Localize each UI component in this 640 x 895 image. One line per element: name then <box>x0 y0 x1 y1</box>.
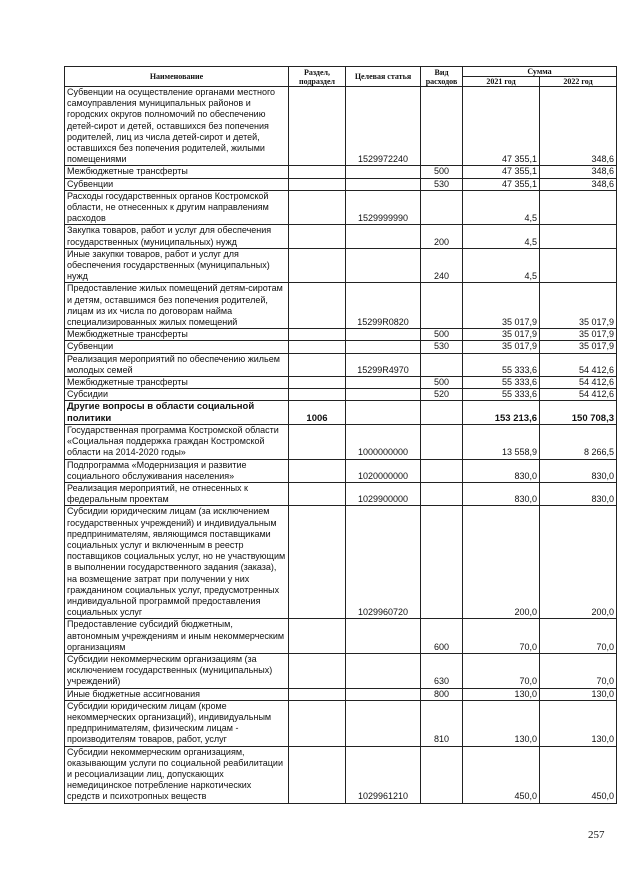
cell-name: Субсидии некоммерческим организациям (за исключением государственных (муниципальных) учреждений) <box>65 653 289 688</box>
cell-y2021: 200,0 <box>463 506 540 619</box>
cell-type: 630 <box>421 653 463 688</box>
cell-type <box>421 401 463 424</box>
cell-section: 1006 <box>289 401 346 424</box>
cell-name: Государственная программа Костромской области «Социальная поддержка граждан Костромской области на 2014-2020 годы» <box>65 424 289 459</box>
cell-target <box>346 688 421 700</box>
cell-type <box>421 190 463 225</box>
cell-y2021: 4,5 <box>463 248 540 283</box>
cell-y2022: 54 412,6 <box>540 353 617 376</box>
header-2021: 2021 год <box>463 77 540 87</box>
cell-section <box>289 377 346 389</box>
budget-table <box>64 66 617 804</box>
cell-name: Субсидии юридическим лицам (за исключением государственных учреждений) и индивидуальным предпринимателям, являющимся поставщиками социальных услуг и включенным в реестр поставщиков социальных услуг, но не участвующим в выполнении государственного задания (заказа), на возмещение затрат при получении у них гражданином социальных услуг, предусмотренных индивидуальной программой предоставления социальных услуг <box>65 506 289 619</box>
page-number: 257 <box>588 829 605 841</box>
cell-type: 810 <box>421 700 463 746</box>
table-row <box>65 482 617 505</box>
cell-y2022 <box>540 190 617 225</box>
cell-target <box>346 178 421 190</box>
cell-y2021: 47 355,1 <box>463 87 540 166</box>
table-row <box>65 166 617 178</box>
cell-y2021: 830,0 <box>463 459 540 482</box>
cell-name: Подпрограмма «Модернизация и развитие социального обслуживания населения» <box>65 459 289 482</box>
table-row <box>65 424 617 459</box>
cell-section <box>289 459 346 482</box>
cell-name: Реализация мероприятий по обеспечению жильем молодых семей <box>65 353 289 376</box>
cell-name: Реализация мероприятий, не отнесенных к федеральным проектам <box>65 482 289 505</box>
cell-name: Субвенции на осуществление органами местного самоуправления муниципальных районов и городских округов полномочий по обеспечению детей-сирот и детей, оставшихся без попечения родителей, лиц из числа детей-сирот и детей, оставшихся без попечения родителей, жилыми помещениями <box>65 87 289 166</box>
cell-y2022: 130,0 <box>540 700 617 746</box>
cell-y2022: 35 017,9 <box>540 341 617 353</box>
cell-y2022: 70,0 <box>540 619 617 654</box>
table-body <box>65 87 617 804</box>
table-row <box>65 377 617 389</box>
cell-type <box>421 283 463 329</box>
cell-target: 15299R0820 <box>346 283 421 329</box>
cell-name: Предоставление субсидий бюджетным, автономным учреждениям и иным некоммерческим организациям <box>65 619 289 654</box>
cell-y2022: 70,0 <box>540 653 617 688</box>
cell-type <box>421 459 463 482</box>
cell-y2022: 130,0 <box>540 688 617 700</box>
cell-section <box>289 248 346 283</box>
cell-type: 500 <box>421 329 463 341</box>
cell-type: 600 <box>421 619 463 654</box>
header-name: Наименование <box>65 67 289 87</box>
table-row <box>65 283 617 329</box>
cell-section <box>289 341 346 353</box>
cell-name: Межбюджетные трансферты <box>65 166 289 178</box>
cell-section <box>289 653 346 688</box>
cell-y2021: 47 355,1 <box>463 178 540 190</box>
table-row <box>65 190 617 225</box>
cell-name: Субсидии юридическим лицам (кроме некоммерческих организаций), индивидуальным предпринимателям, физическим лицам - производителям товаров, работ, услуг <box>65 700 289 746</box>
cell-target: 15299R4970 <box>346 353 421 376</box>
cell-type <box>421 424 463 459</box>
table-row <box>65 353 617 376</box>
cell-target <box>346 166 421 178</box>
table-row <box>65 341 617 353</box>
cell-section <box>289 225 346 248</box>
cell-y2021: 450,0 <box>463 746 540 803</box>
cell-name: Субсидии некоммерческим организациям, оказывающим услуги по социальной реабилитации и ресоциализации лиц, допускающих немедицинское потребление наркотических средств и психотропных веществ <box>65 746 289 803</box>
cell-name: Иные закупки товаров, работ и услуг для обеспечения государственных (муниципальных) нужд <box>65 248 289 283</box>
cell-section <box>289 424 346 459</box>
cell-type <box>421 87 463 166</box>
table-row <box>65 746 617 803</box>
cell-y2021: 4,5 <box>463 225 540 248</box>
cell-target: 1029961210 <box>346 746 421 803</box>
cell-y2021: 47 355,1 <box>463 166 540 178</box>
cell-target <box>346 700 421 746</box>
cell-y2021: 35 017,9 <box>463 283 540 329</box>
cell-section <box>289 283 346 329</box>
cell-target: 1000000000 <box>346 424 421 459</box>
table-row <box>65 389 617 401</box>
cell-type: 500 <box>421 166 463 178</box>
cell-name: Расходы государственных органов Костромской области, не отнесенных к другим направлениям расходов <box>65 190 289 225</box>
cell-name: Закупка товаров, работ и услуг для обеспечения государственных (муниципальных) нужд <box>65 225 289 248</box>
cell-type: 240 <box>421 248 463 283</box>
cell-name: Иные бюджетные ассигнования <box>65 688 289 700</box>
cell-section <box>289 389 346 401</box>
cell-type: 500 <box>421 377 463 389</box>
cell-y2021: 55 333,6 <box>463 389 540 401</box>
cell-target <box>346 401 421 424</box>
cell-y2022: 830,0 <box>540 482 617 505</box>
header-section: Раздел, подраздел <box>289 67 346 87</box>
cell-target: 1020000000 <box>346 459 421 482</box>
cell-type <box>421 506 463 619</box>
cell-target <box>346 653 421 688</box>
cell-target <box>346 248 421 283</box>
cell-name: Другие вопросы в области социальной политики <box>65 401 289 424</box>
cell-y2022: 450,0 <box>540 746 617 803</box>
table-row <box>65 178 617 190</box>
table-row <box>65 87 617 166</box>
cell-y2022: 54 412,6 <box>540 389 617 401</box>
cell-name: Межбюджетные трансферты <box>65 329 289 341</box>
cell-target: 1029900000 <box>346 482 421 505</box>
cell-y2022: 348,6 <box>540 87 617 166</box>
cell-section <box>289 190 346 225</box>
cell-y2021: 130,0 <box>463 688 540 700</box>
cell-section <box>289 353 346 376</box>
cell-section <box>289 700 346 746</box>
cell-type: 530 <box>421 341 463 353</box>
table-row <box>65 506 617 619</box>
cell-section <box>289 329 346 341</box>
cell-y2021: 830,0 <box>463 482 540 505</box>
cell-y2021: 153 213,6 <box>463 401 540 424</box>
table-row <box>65 329 617 341</box>
header-2022: 2022 год <box>540 77 617 87</box>
cell-target <box>346 619 421 654</box>
cell-y2022: 348,6 <box>540 166 617 178</box>
cell-target: 1529972240 <box>346 87 421 166</box>
cell-target <box>346 389 421 401</box>
cell-section <box>289 178 346 190</box>
cell-section <box>289 87 346 166</box>
table-header <box>65 67 617 87</box>
cell-y2022: 35 017,9 <box>540 283 617 329</box>
cell-name: Субвенции <box>65 178 289 190</box>
cell-type <box>421 482 463 505</box>
table-row <box>65 653 617 688</box>
cell-section <box>289 746 346 803</box>
cell-target: 1029960720 <box>346 506 421 619</box>
cell-y2021: 13 558,9 <box>463 424 540 459</box>
cell-section <box>289 482 346 505</box>
cell-y2022 <box>540 225 617 248</box>
cell-y2021: 55 333,6 <box>463 353 540 376</box>
cell-target <box>346 341 421 353</box>
cell-name: Межбюджетные трансферты <box>65 377 289 389</box>
cell-target <box>346 377 421 389</box>
cell-type: 800 <box>421 688 463 700</box>
cell-y2021: 4,5 <box>463 190 540 225</box>
cell-target <box>346 329 421 341</box>
cell-type <box>421 353 463 376</box>
header-sum: Сумма <box>463 67 617 77</box>
cell-type: 200 <box>421 225 463 248</box>
cell-section <box>289 506 346 619</box>
table-row <box>65 700 617 746</box>
cell-y2022: 35 017,9 <box>540 329 617 341</box>
cell-name: Предоставление жилых помещений детям-сиротам и детям, оставшимся без попечения родителей, лицам из их числа по договорам найма специализированных жилых помещений <box>65 283 289 329</box>
cell-y2021: 70,0 <box>463 653 540 688</box>
cell-y2022: 150 708,3 <box>540 401 617 424</box>
cell-y2021: 35 017,9 <box>463 341 540 353</box>
cell-y2022: 54 412,6 <box>540 377 617 389</box>
cell-type <box>421 746 463 803</box>
table-row <box>65 459 617 482</box>
cell-y2022: 348,6 <box>540 178 617 190</box>
cell-target: 1529999990 <box>346 190 421 225</box>
cell-y2022: 8 266,5 <box>540 424 617 459</box>
table-row <box>65 225 617 248</box>
header-target: Целевая статья <box>346 67 421 87</box>
cell-section <box>289 166 346 178</box>
cell-name: Субвенции <box>65 341 289 353</box>
cell-type: 530 <box>421 178 463 190</box>
table-row <box>65 619 617 654</box>
cell-y2022: 200,0 <box>540 506 617 619</box>
table-row <box>65 248 617 283</box>
cell-section <box>289 688 346 700</box>
cell-section <box>289 619 346 654</box>
cell-type: 520 <box>421 389 463 401</box>
cell-y2022: 830,0 <box>540 459 617 482</box>
cell-y2021: 55 333,6 <box>463 377 540 389</box>
cell-target <box>346 225 421 248</box>
cell-name: Субсидии <box>65 389 289 401</box>
cell-y2021: 35 017,9 <box>463 329 540 341</box>
table-row <box>65 688 617 700</box>
cell-y2021: 130,0 <box>463 700 540 746</box>
cell-y2021: 70,0 <box>463 619 540 654</box>
cell-y2022 <box>540 248 617 283</box>
header-type: Вид расходов <box>421 67 463 87</box>
table-row <box>65 401 617 424</box>
